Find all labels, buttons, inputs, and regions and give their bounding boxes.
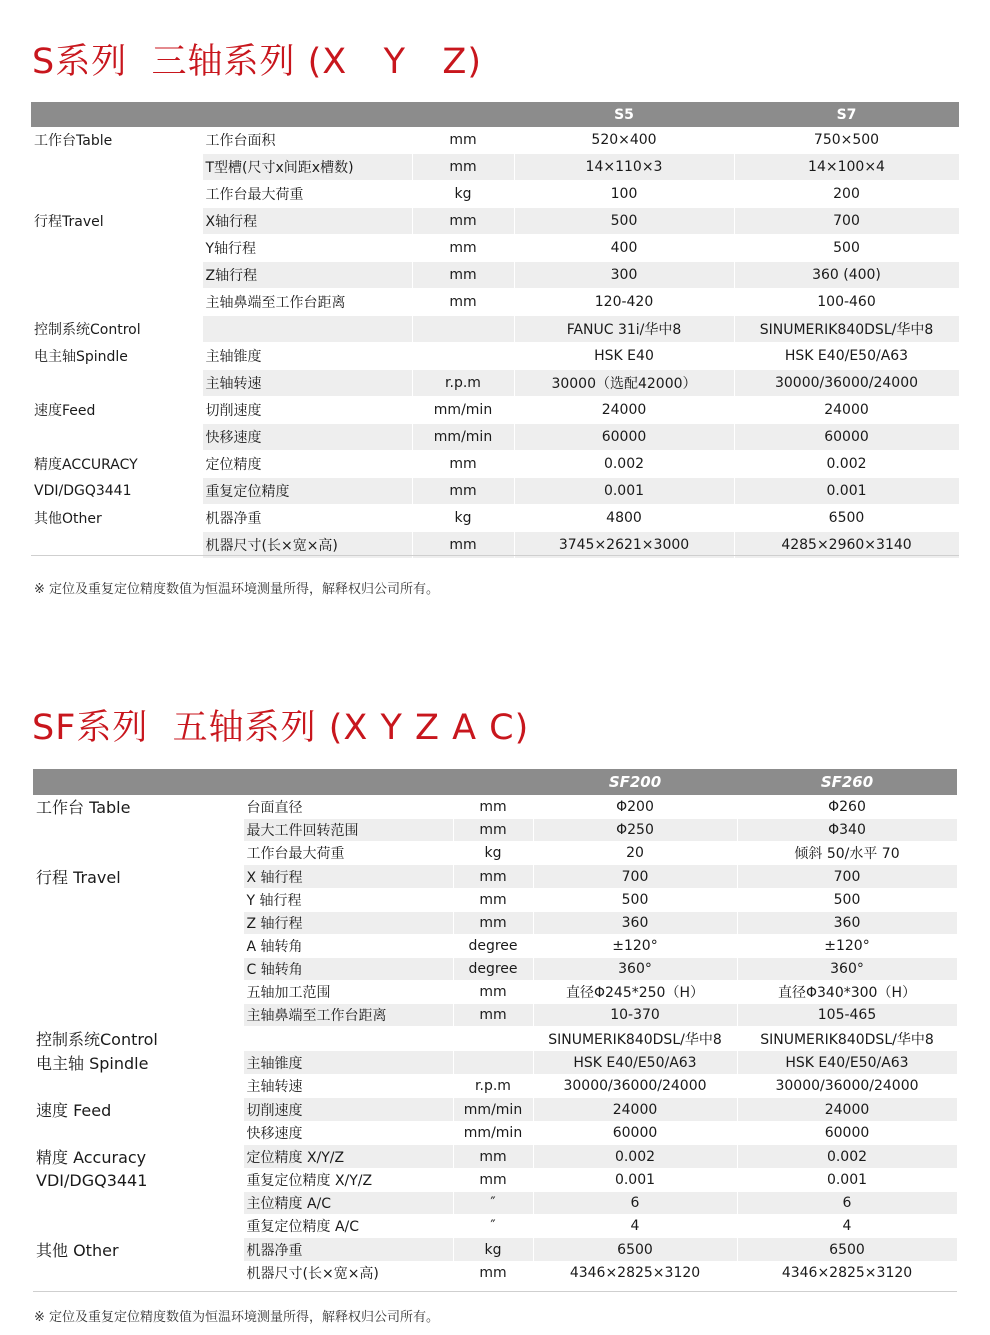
unit-cell: mm xyxy=(453,1262,533,1285)
value-cell-model-2: 360 xyxy=(737,912,957,935)
item-cell: 机器净重 xyxy=(202,505,412,532)
value-cell-model-1: 120-420 xyxy=(514,289,734,316)
item-cell: 主轴鼻端至工作台距离 xyxy=(202,289,412,316)
category-cell xyxy=(33,981,243,1004)
item-cell: 工作台最大荷重 xyxy=(243,842,453,865)
table-row xyxy=(31,505,959,532)
unit-cell: mm/min xyxy=(412,424,514,451)
item-cell: Y轴行程 xyxy=(202,235,412,262)
sf-series-spec-table xyxy=(33,769,958,1285)
value-cell-model-2: 360° xyxy=(737,958,957,981)
item-cell: 机器净重 xyxy=(243,1238,453,1262)
unit-cell: mm xyxy=(453,1145,533,1169)
table-row xyxy=(33,795,957,819)
value-cell-model-1: 360 xyxy=(533,912,737,935)
category-cell xyxy=(31,424,202,451)
value-cell-model-2: 4 xyxy=(737,1215,957,1238)
value-cell-model-2: 0.002 xyxy=(734,451,959,478)
unit-cell: kg xyxy=(412,505,514,532)
header-cell xyxy=(243,769,453,795)
value-cell-model-1: HSK E40/E50/A63 xyxy=(533,1051,737,1075)
header-cell xyxy=(412,102,514,127)
item-cell: 主位精度 A/C xyxy=(243,1192,453,1215)
value-cell-model-1: HSK E40 xyxy=(514,343,734,370)
unit-cell: ″ xyxy=(453,1192,533,1215)
table-row xyxy=(33,1051,957,1075)
item-cell: 定位精度 xyxy=(202,451,412,478)
header-cell xyxy=(31,102,202,127)
unit-cell xyxy=(453,1027,533,1051)
value-cell-model-1: ±120° xyxy=(533,935,737,958)
unit-cell: degree xyxy=(453,935,533,958)
category-cell xyxy=(33,1122,243,1145)
category-cell: VDI/DGQ3441 xyxy=(31,478,202,505)
unit-cell: mm xyxy=(453,819,533,842)
value-cell-model-1: 0.001 xyxy=(514,478,734,505)
item-cell: Z 轴行程 xyxy=(243,912,453,935)
header-cell xyxy=(202,102,412,127)
value-cell-model-2: 100-460 xyxy=(734,289,959,316)
category-cell: VDI/DGQ3441 xyxy=(33,1169,243,1192)
category-cell: 控制系统Control xyxy=(31,316,202,343)
category-cell: 速度 Feed xyxy=(33,1098,243,1122)
value-cell-model-1: 60000 xyxy=(533,1122,737,1145)
table-row xyxy=(33,889,957,912)
table-row xyxy=(31,154,959,181)
s-series-title: S系列 三轴系列 (X Y Z) xyxy=(32,42,482,82)
unit-cell: mm xyxy=(412,235,514,262)
item-cell: 定位精度 X/Y/Z xyxy=(243,1145,453,1169)
value-cell-model-1: 300 xyxy=(514,262,734,289)
value-cell-model-2: 700 xyxy=(737,865,957,889)
unit-cell xyxy=(412,316,514,343)
item-cell: X轴行程 xyxy=(202,208,412,235)
header-model-s7: S7 xyxy=(734,102,959,127)
unit-cell: mm xyxy=(453,889,533,912)
value-cell-model-2: 6500 xyxy=(734,505,959,532)
value-cell-model-1: 直径Φ245*250（H） xyxy=(533,981,737,1004)
item-cell: 五轴加工范围 xyxy=(243,981,453,1004)
value-cell-model-2: SINUMERIK840DSL/华中8 xyxy=(734,316,959,343)
category-cell: 精度ACCURACY xyxy=(31,451,202,478)
value-cell-model-2: SINUMERIK840DSL/华中8 xyxy=(737,1027,957,1051)
unit-cell: mm xyxy=(412,532,514,559)
header-model-sf260: SF260 xyxy=(737,769,957,795)
item-cell: 重复定位精度 xyxy=(202,478,412,505)
value-cell-model-1: 500 xyxy=(514,208,734,235)
unit-cell: ″ xyxy=(453,1215,533,1238)
sf-series-title: SF系列 五轴系列 (X Y Z A C) xyxy=(32,708,530,748)
category-cell xyxy=(33,1004,243,1027)
value-cell-model-2: 360 (400) xyxy=(734,262,959,289)
value-cell-model-2: 4285×2960×3140 xyxy=(734,532,959,559)
value-cell-model-1: 30000/36000/24000 xyxy=(533,1075,737,1098)
category-cell xyxy=(31,181,202,208)
value-cell-model-2: 105-465 xyxy=(737,1004,957,1027)
table-row xyxy=(31,316,959,343)
value-cell-model-1: 4800 xyxy=(514,505,734,532)
unit-cell: mm xyxy=(453,912,533,935)
unit-cell: mm xyxy=(453,1004,533,1027)
value-cell-model-1: 24000 xyxy=(514,397,734,424)
value-cell-model-1: 400 xyxy=(514,235,734,262)
category-cell xyxy=(31,262,202,289)
table-row xyxy=(31,370,959,397)
value-cell-model-2: HSK E40/E50/A63 xyxy=(734,343,959,370)
item-cell: 重复定位精度 A/C xyxy=(243,1215,453,1238)
table-row xyxy=(31,262,959,289)
value-cell-model-1: 20 xyxy=(533,842,737,865)
header-cell xyxy=(453,769,533,795)
table-row xyxy=(33,1027,957,1051)
value-cell-model-2: Φ340 xyxy=(737,819,957,842)
value-cell-model-1: 3745×2621×3000 xyxy=(514,532,734,559)
category-cell xyxy=(33,819,243,842)
unit-cell: mm xyxy=(453,795,533,819)
category-cell xyxy=(33,935,243,958)
header-model-sf200: SF200 xyxy=(533,769,737,795)
value-cell-model-2: 200 xyxy=(734,181,959,208)
item-cell: 工作台面积 xyxy=(202,127,412,154)
table-row xyxy=(31,235,959,262)
value-cell-model-1: 520×400 xyxy=(514,127,734,154)
value-cell-model-2: 0.002 xyxy=(737,1145,957,1169)
value-cell-model-2: ±120° xyxy=(737,935,957,958)
value-cell-model-1: 100 xyxy=(514,181,734,208)
table-row xyxy=(33,842,957,865)
unit-cell: kg xyxy=(453,842,533,865)
item-cell: 主轴锥度 xyxy=(202,343,412,370)
s-series-spec-table xyxy=(31,102,960,559)
table-row xyxy=(33,1262,957,1285)
table-header-row xyxy=(33,769,957,795)
table-row xyxy=(31,289,959,316)
table-row xyxy=(31,478,959,505)
value-cell-model-2: 0.001 xyxy=(734,478,959,505)
header-cell xyxy=(33,769,243,795)
table-bottom-rule xyxy=(33,1291,957,1292)
item-cell: 快移速度 xyxy=(243,1122,453,1145)
sf-series-footnote: ※ 定位及重复定位精度数值为恒温环境测量所得，解释权归公司所有。 xyxy=(34,1310,440,1325)
category-cell: 电主轴Spindle xyxy=(31,343,202,370)
category-cell: 工作台Table xyxy=(31,127,202,154)
value-cell-model-2: 0.001 xyxy=(737,1169,957,1192)
value-cell-model-2: 750×500 xyxy=(734,127,959,154)
value-cell-model-2: 60000 xyxy=(734,424,959,451)
table-row xyxy=(33,1215,957,1238)
table-row xyxy=(33,1238,957,1262)
value-cell-model-2: HSK E40/E50/A63 xyxy=(737,1051,957,1075)
table-bottom-rule xyxy=(31,555,959,556)
item-cell: 机器尺寸(长×宽×高) xyxy=(202,532,412,559)
item-cell: 机器尺寸(长×宽×高) xyxy=(243,1262,453,1285)
value-cell-model-1: 4346×2825×3120 xyxy=(533,1262,737,1285)
category-cell xyxy=(31,289,202,316)
table-row xyxy=(31,343,959,370)
value-cell-model-2: 24000 xyxy=(734,397,959,424)
header-model-s5: S5 xyxy=(514,102,734,127)
table-row xyxy=(33,1122,957,1145)
unit-cell: mm xyxy=(412,262,514,289)
unit-cell: r.p.m xyxy=(412,370,514,397)
value-cell-model-2: 14×100×4 xyxy=(734,154,959,181)
value-cell-model-1: 700 xyxy=(533,865,737,889)
table-row xyxy=(31,127,959,154)
value-cell-model-1: 360° xyxy=(533,958,737,981)
unit-cell: mm xyxy=(412,451,514,478)
item-cell: 快移速度 xyxy=(202,424,412,451)
item-cell: Y 轴行程 xyxy=(243,889,453,912)
table-row xyxy=(33,1192,957,1215)
unit-cell: mm/min xyxy=(453,1122,533,1145)
value-cell-model-2: 500 xyxy=(734,235,959,262)
item-cell: 台面直径 xyxy=(243,795,453,819)
item-cell: 主轴锥度 xyxy=(243,1051,453,1075)
category-cell xyxy=(33,958,243,981)
table-row xyxy=(33,1075,957,1098)
table-row xyxy=(33,865,957,889)
value-cell-model-1: 60000 xyxy=(514,424,734,451)
item-cell: X 轴行程 xyxy=(243,865,453,889)
unit-cell: mm xyxy=(412,289,514,316)
category-cell: 行程 Travel xyxy=(33,865,243,889)
value-cell-model-2: 30000/36000/24000 xyxy=(737,1075,957,1098)
item-cell: Z轴行程 xyxy=(202,262,412,289)
item-cell: A 轴转角 xyxy=(243,935,453,958)
category-cell xyxy=(33,1075,243,1098)
table-row xyxy=(33,958,957,981)
unit-cell: mm xyxy=(412,478,514,505)
unit-cell: mm xyxy=(412,127,514,154)
item-cell xyxy=(243,1027,453,1051)
unit-cell: degree xyxy=(453,958,533,981)
table-row xyxy=(31,397,959,424)
item-cell xyxy=(202,316,412,343)
item-cell: 切削速度 xyxy=(202,397,412,424)
item-cell: 重复定位精度 X/Y/Z xyxy=(243,1169,453,1192)
category-cell xyxy=(33,1192,243,1215)
category-cell: 其他Other xyxy=(31,505,202,532)
unit-cell xyxy=(453,1051,533,1075)
value-cell-model-2: Φ260 xyxy=(737,795,957,819)
table-row xyxy=(33,1169,957,1192)
unit-cell: mm xyxy=(453,865,533,889)
table-row xyxy=(33,1145,957,1169)
value-cell-model-1: 500 xyxy=(533,889,737,912)
table-row xyxy=(33,819,957,842)
item-cell: 最大工件回转范围 xyxy=(243,819,453,842)
item-cell: C 轴转角 xyxy=(243,958,453,981)
unit-cell: mm/min xyxy=(412,397,514,424)
value-cell-model-1: 6500 xyxy=(533,1238,737,1262)
value-cell-model-1: 0.002 xyxy=(514,451,734,478)
unit-cell: mm xyxy=(412,208,514,235)
value-cell-model-1: 14×110×3 xyxy=(514,154,734,181)
category-cell: 其他 Other xyxy=(33,1238,243,1262)
value-cell-model-1: Φ250 xyxy=(533,819,737,842)
category-cell: 速度Feed xyxy=(31,397,202,424)
value-cell-model-1: 4 xyxy=(533,1215,737,1238)
s-series-footnote: ※ 定位及重复定位精度数值为恒温环境测量所得，解释权归公司所有。 xyxy=(34,582,440,597)
value-cell-model-1: 24000 xyxy=(533,1098,737,1122)
table-row xyxy=(33,1098,957,1122)
category-cell xyxy=(31,235,202,262)
unit-cell: mm xyxy=(453,1169,533,1192)
item-cell: 主轴转速 xyxy=(243,1075,453,1098)
category-cell: 精度 Accuracy xyxy=(33,1145,243,1169)
category-cell: 电主轴 Spindle xyxy=(33,1051,243,1075)
table-header-row xyxy=(31,102,959,127)
table-row xyxy=(33,1004,957,1027)
item-cell: 主轴转速 xyxy=(202,370,412,397)
value-cell-model-2: 24000 xyxy=(737,1098,957,1122)
unit-cell: mm xyxy=(412,154,514,181)
value-cell-model-2: 60000 xyxy=(737,1122,957,1145)
value-cell-model-2: 6500 xyxy=(737,1238,957,1262)
table-row xyxy=(33,912,957,935)
table-row xyxy=(33,935,957,958)
category-cell: 控制系统Control xyxy=(33,1027,243,1051)
category-cell: 行程Travel xyxy=(31,208,202,235)
value-cell-model-1: 0.001 xyxy=(533,1169,737,1192)
table-row xyxy=(31,208,959,235)
item-cell: 切削速度 xyxy=(243,1098,453,1122)
value-cell-model-2: 30000/36000/24000 xyxy=(734,370,959,397)
table-row xyxy=(31,424,959,451)
value-cell-model-2: 6 xyxy=(737,1192,957,1215)
value-cell-model-2: 直径Φ340*300（H） xyxy=(737,981,957,1004)
item-cell: T型槽(尺寸x间距x槽数) xyxy=(202,154,412,181)
category-cell: 工作台 Table xyxy=(33,795,243,819)
value-cell-model-1: FANUC 31i/华中8 xyxy=(514,316,734,343)
table-row xyxy=(31,181,959,208)
unit-cell: kg xyxy=(412,181,514,208)
unit-cell: mm xyxy=(453,981,533,1004)
item-cell: 工作台最大荷重 xyxy=(202,181,412,208)
value-cell-model-2: 700 xyxy=(734,208,959,235)
value-cell-model-2: 4346×2825×3120 xyxy=(737,1262,957,1285)
category-cell xyxy=(33,842,243,865)
table-row xyxy=(33,981,957,1004)
item-cell: 主轴鼻端至工作台距离 xyxy=(243,1004,453,1027)
category-cell xyxy=(33,1215,243,1238)
category-cell xyxy=(33,912,243,935)
value-cell-model-2: 500 xyxy=(737,889,957,912)
value-cell-model-2: 倾斜 50/水平 70 xyxy=(737,842,957,865)
value-cell-model-1: 0.002 xyxy=(533,1145,737,1169)
category-cell xyxy=(33,1262,243,1285)
category-cell xyxy=(31,154,202,181)
unit-cell: kg xyxy=(453,1238,533,1262)
category-cell xyxy=(31,370,202,397)
table-row xyxy=(31,451,959,478)
unit-cell: mm/min xyxy=(453,1098,533,1122)
unit-cell: r.p.m xyxy=(453,1075,533,1098)
value-cell-model-1: Φ200 xyxy=(533,795,737,819)
value-cell-model-1: 10-370 xyxy=(533,1004,737,1027)
category-cell xyxy=(33,889,243,912)
unit-cell xyxy=(412,343,514,370)
value-cell-model-1: SINUMERIK840DSL/华中8 xyxy=(533,1027,737,1051)
value-cell-model-1: 30000（选配42000） xyxy=(514,370,734,397)
value-cell-model-1: 6 xyxy=(533,1192,737,1215)
